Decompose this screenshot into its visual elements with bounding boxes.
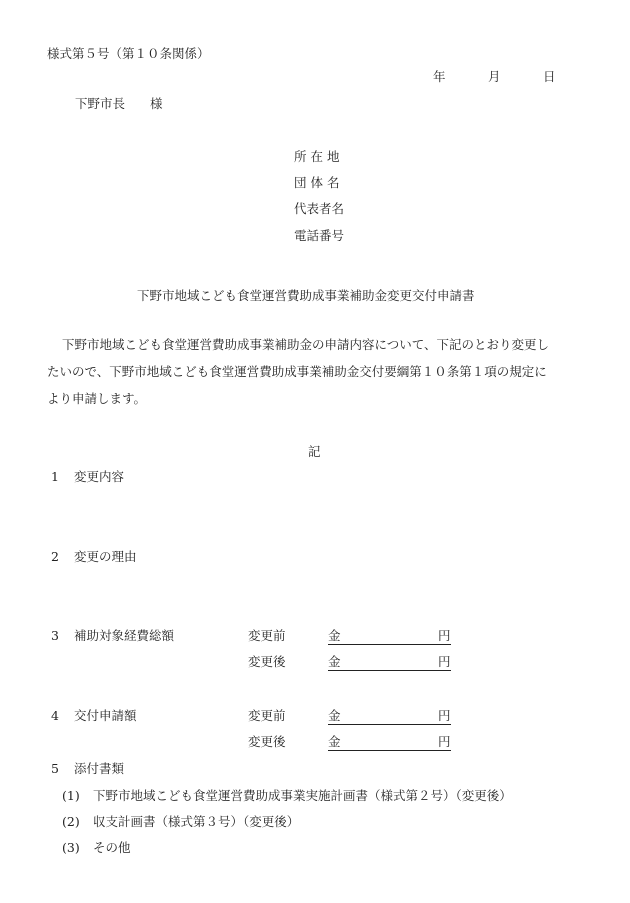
item4-after-label: 変更後 [248, 734, 286, 749]
attachment-number: (1) [62, 788, 80, 803]
yen-label: 円 [438, 654, 451, 669]
item3-before-label: 変更前 [248, 628, 286, 643]
gold-label: 金 [328, 628, 341, 643]
amount-line [328, 654, 451, 671]
item4-before-amount [328, 708, 451, 725]
item3-before-amount [328, 628, 451, 645]
body-line: 下野市地域こども食堂運営費助成事業補助金の申請内容について、下記のとおり変更し [62, 337, 550, 352]
organization-label: 団 体 名 [294, 175, 340, 190]
item1-number: 1 [51, 469, 59, 484]
phone-label: 電話番号 [294, 228, 345, 243]
body-line: たいので、下野市地域こども食堂運営費助成事業補助金交付要綱第１０条第１項の規定に [47, 364, 547, 379]
form-number: 様式第５号（第１０条関係） [47, 46, 210, 61]
item3-label: 補助対象経費総額 [74, 628, 175, 643]
ki-heading: 記 [308, 444, 321, 459]
date-month-label: 月 [488, 69, 501, 84]
gold-label: 金 [328, 734, 341, 749]
document-title: 下野市地域こども食堂運営費助成事業補助金変更交付申請書 [137, 288, 475, 303]
yen-label: 円 [438, 628, 451, 643]
address-label: 所 在 地 [294, 149, 340, 164]
attachment-text: 収支計画書（様式第３号）（変更後） [93, 814, 300, 829]
item2-label: 変更の理由 [74, 549, 137, 564]
amount-line [328, 734, 451, 751]
item3-after-amount [328, 654, 451, 671]
item5-label: 添付書類 [74, 761, 125, 776]
item2-number: 2 [51, 549, 59, 564]
amount-line [328, 628, 451, 645]
attachment-text: 下野市地域こども食堂運営費助成事業実施計画書（様式第２号）（変更後） [93, 788, 512, 803]
item4-before-label: 変更前 [248, 708, 286, 723]
representative-label: 代表者名 [294, 201, 345, 216]
item5-number: 5 [51, 761, 59, 776]
attachment-number: (3) [62, 840, 80, 855]
yen-label: 円 [438, 734, 451, 749]
item4-after-amount [328, 734, 451, 751]
addressee: 下野市長 様 [75, 96, 163, 111]
gold-label: 金 [328, 654, 341, 669]
gold-label: 金 [328, 708, 341, 723]
yen-label: 円 [438, 708, 451, 723]
item4-number: 4 [51, 708, 59, 723]
item4-label: 交付申請額 [74, 708, 137, 723]
body-line: より申請します。 [47, 391, 147, 406]
item3-after-label: 変更後 [248, 654, 286, 669]
date-year-label: 年 [433, 69, 446, 84]
item1-label: 変更内容 [74, 469, 125, 484]
amount-line [328, 708, 451, 725]
attachment-number: (2) [62, 814, 80, 829]
item3-number: 3 [51, 628, 59, 643]
date-day-label: 日 [543, 69, 556, 84]
attachment-text: その他 [93, 840, 131, 855]
